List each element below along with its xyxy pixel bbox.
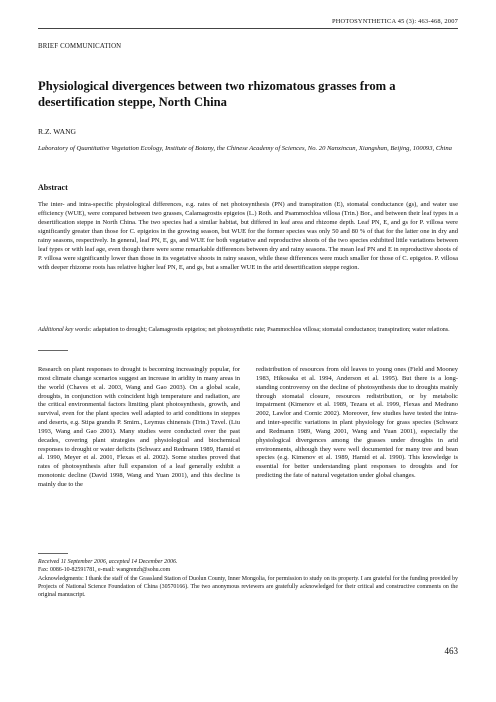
page-number: 463	[444, 646, 458, 656]
keywords-text: adaptation to drought; Calamagrostis epigeios; net photosynthetic rate; Psammochloa villosa; stomatal conductance; transpiration; water relations.	[93, 327, 450, 333]
received-dates: Received 11 September 2006, accepted 14 December 2006.	[38, 559, 178, 565]
acknowledgments: Acknowledgments: I thank the staff of the Grassland Station of Duolun County, Inner Mongolia, for permission to study on its property. I am grateful for the funding provided by Projects of National Science Foundation of China (30570166). The two anonymous reviewers are gratefully acknowledged for their critical and constructive comments on the original manuscript.	[38, 575, 458, 599]
article-type: BRIEF COMMUNICATION	[38, 43, 122, 50]
body-column-right	[256, 366, 458, 481]
affiliation: Laboratory of Quantitative Vegetation Ecology, Institute of Botany, the Chinese Academy of Sciences, No. 20 Nanxincun, Xiangshan, Beijing, 100093, China	[38, 145, 452, 152]
contact-info: Fax: 0086-10-82591781, e-mail: wangrenzh@sohu.com	[38, 567, 171, 574]
footnotes	[38, 558, 458, 599]
author: R.Z. WANG	[38, 127, 77, 136]
journal-header: PHOTOSYNTHETICA 45 (3): 463-468, 2007	[331, 18, 458, 25]
keywords-label: Additional key words	[38, 327, 90, 333]
abstract-heading: Abstract	[38, 183, 68, 192]
keywords: Additional key words: adaptation to drought; Calamagrostis epigeios; net photosynthetic rate; Psammochloa villosa; stomatal conductance; transpiration; water relations.	[38, 327, 450, 333]
abstract-text: The inter- and intra-specific physiological differences, e.g. rates of net photosynthesis (PN) and transpiration (E), stomatal conductance (gs), and water use efficiency (WUE), were compared between two grasses, Calamagrostis epigeios (L.) Roth. and Psammochloa villosa (Trin.) Bor., and between their leaf types in a desertification steppe in North China. The two species had a similar habitat, but differed in leaf area and rhizome depth. Leaf PN, E, and gs for P. villosa were significantly greater than those for C. epigeios in the growing season, but WUE for the former species was only 50 and 80 % of that for the latter one in dry and rainy seasons, respectively. In general, leaf PN, E, gs, and WUE for both vegetative and reproductive shoots of the two species exhibited little variations between leaf types or with leaf age, even though there were some remarkable differences between dry and rainy seasons. The mean leaf PN and E in reproductive shoots of P. villosa were significantly lower than those in its vegetative shoots in rainy season, while these differences were much smaller for those of C. epigeios. P. villosa with deeper rhizome roots has relative higher leaf PN, E, and gs, but a smaller WUE in the arid desertification steppe region.	[38, 201, 458, 272]
header-rule	[38, 28, 458, 29]
body-column-left	[38, 366, 240, 490]
keywords-rule	[38, 350, 68, 351]
body-paragraph-left: Research on plant responses to drought is becoming increasingly popular, for most climate change scenarios suggest an increase in aridity in many areas in the world (Chaves et al. 2003, Wang and Gao 2003). On a global scale, droughts, in conjunction with coincident high temperature and radiation, are the critical environmental factors limiting plant photosynthesis, growth, and survival, even for the plant species well adapted to arid conditions in steppes and deserts, e.g. Stipa grandis P. Smirn., Leymus chinensis (Trin.) Tzvel. (Liu 1993, Wang and Gao 2001). Many studies were conducted over the past decades, covering plant strategies and physiological and biochemical responses to drought or water deficits (Schwarz and Redmann 1989, Hamid et al. 1990, Meyer et al. 2001, Flexas et al. 2002). Some studies proved that rates of photosynthesis after full expansion of a leaf generally exhibit a monotonic decline (David 1998, Wang and Yuan 2001), and this decline is mainly due to the	[38, 366, 240, 488]
footnote-rule	[38, 553, 68, 554]
body-paragraph-right: redistribution of resources from old leaves to young ones (Field and Mooney 1983, Hikosaka et al. 1994, Anderson et al. 1995). But there is a long-standing controversy on the decline of photosynthesis due to droughts mainly through stomatal closure, resources redistribution, or by metabolic impairment (Kimenov et al. 1989, Tezara et al. 1999, Flexas and Medrano 2002, Lawlor and Cornic 2002). Moreover, few studies have tested the intra- and inter-specific variations in plant physiology for grass species (Schwarz and Redmann 1989, Wang 2001, Wang and Yuan 2001), especially the physiological divergences among the grasses under droughts in arid environments, although they were well documented for many tree and bean species (e.g. Kimenov et al. 1989, Hamid et al. 1990). This knowledge is essential for better understanding plant responses to droughts and for predicting the fate of natural vegetation under global changes.	[256, 366, 458, 480]
article-title: Physiological divergences between two rhizomatous grasses from a desertification steppe, North China	[38, 79, 396, 109]
